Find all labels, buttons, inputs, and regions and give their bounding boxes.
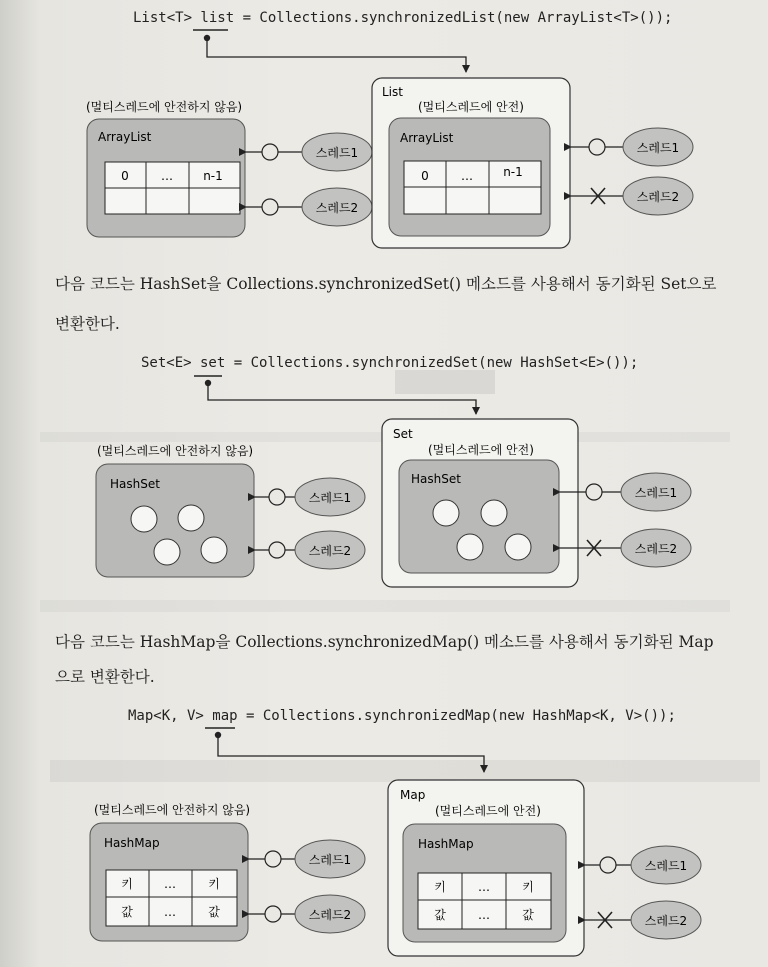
list-cell: … [461, 169, 473, 183]
thread1-label: 스레드1 [315, 146, 359, 160]
list-ref-dot [204, 35, 210, 41]
set-safe-caption: (멀티스레드에 안전) [428, 443, 534, 457]
list-ref-arrow [207, 41, 466, 72]
map-value-cell: 값 [208, 905, 220, 919]
map-value-cell: 값 [121, 905, 133, 919]
thread2-label: 스레드2 [315, 201, 359, 215]
thread2-label: 스레드2 [308, 544, 352, 558]
set-unsafe-caption: (멀티스레드에 안전하지 않음) [97, 444, 254, 458]
map-key-cell: … [164, 877, 176, 891]
list-cell: n-1 [203, 169, 223, 183]
list-cell: 0 [121, 169, 129, 183]
thread2-label: 스레드2 [634, 542, 678, 556]
code-synchronized-set: Set<E> set = Collections.synchronizedSet(new HashSet<E>()); [141, 355, 639, 371]
map-value-cell: 값 [434, 908, 446, 922]
set-safe-outer-title: Set [393, 427, 413, 441]
thread2-label: 스레드2 [644, 914, 688, 928]
map-key-cell: 키 [522, 880, 534, 894]
thread1-label: 스레드1 [636, 141, 680, 155]
list-cell: n-1 [503, 165, 523, 179]
hashset-unsafe-title: HashSet [110, 477, 160, 491]
arraylist-safe-title: ArrayList [400, 131, 454, 145]
thread1-label: 스레드1 [634, 486, 678, 500]
map-ref-arrow [218, 738, 484, 772]
map-key-cell: 키 [434, 880, 446, 894]
hashmap-unsafe-title: HashMap [104, 836, 160, 850]
list-safe-outer-title: List [382, 85, 403, 99]
map-key-cell: … [478, 880, 490, 894]
map-value-cell: … [478, 908, 490, 922]
hashset-safe-title: HashSet [411, 472, 461, 486]
list-unsafe-caption: (멀티스레드에 안전하지 않음) [86, 100, 243, 114]
map-value-cell: … [164, 905, 176, 919]
set-diagram [0, 370, 768, 590]
set-ref-dot [205, 380, 211, 386]
list-cell: … [161, 169, 173, 183]
code-synchronized-list: List<T> list = Collections.synchronizedList(new ArrayList<T>()); [133, 10, 673, 26]
paragraph-set-line2: 변환한다. [55, 315, 120, 333]
map-safe-outer-title: Map [400, 788, 426, 802]
code-synchronized-map: Map<K, V> map = Collections.synchronizedMap(new HashMap<K, V>()); [128, 708, 676, 724]
paragraph-map-line2: 으로 변환한다. [55, 668, 155, 686]
map-unsafe-caption: (멀티스레드에 안전하지 않음) [94, 803, 251, 817]
thread2-label: 스레드2 [636, 190, 680, 204]
map-key-cell: 키 [121, 877, 133, 891]
thread2-label: 스레드2 [308, 908, 352, 922]
map-ref-dot [215, 732, 221, 738]
thread1-label: 스레드1 [308, 853, 352, 867]
thread1-label: 스레드1 [308, 491, 352, 505]
map-value-cell: 값 [522, 908, 534, 922]
bleed-through-ghost [40, 600, 730, 612]
list-diagram [0, 0, 768, 260]
hashmap-safe-title: HashMap [418, 837, 474, 851]
list-safe-caption: (멀티스레드에 안전) [418, 100, 524, 114]
map-diagram [0, 720, 768, 967]
paragraph-set-line1: 다음 코드는 HashSet을 Collections.synchronizedSet() 메소드를 사용해서 동기화된 Set으로 [55, 275, 717, 293]
thread1-label: 스레드1 [644, 859, 688, 873]
paragraph-map-line1: 다음 코드는 HashMap을 Collections.synchronizedMap() 메소드를 사용해서 동기화된 Map [55, 633, 714, 651]
map-key-cell: 키 [208, 877, 220, 891]
list-cell: 0 [421, 169, 429, 183]
map-safe-caption: (멀티스레드에 안전) [435, 804, 541, 818]
set-ref-arrow [208, 386, 476, 414]
arraylist-unsafe-title: ArrayList [98, 130, 152, 144]
